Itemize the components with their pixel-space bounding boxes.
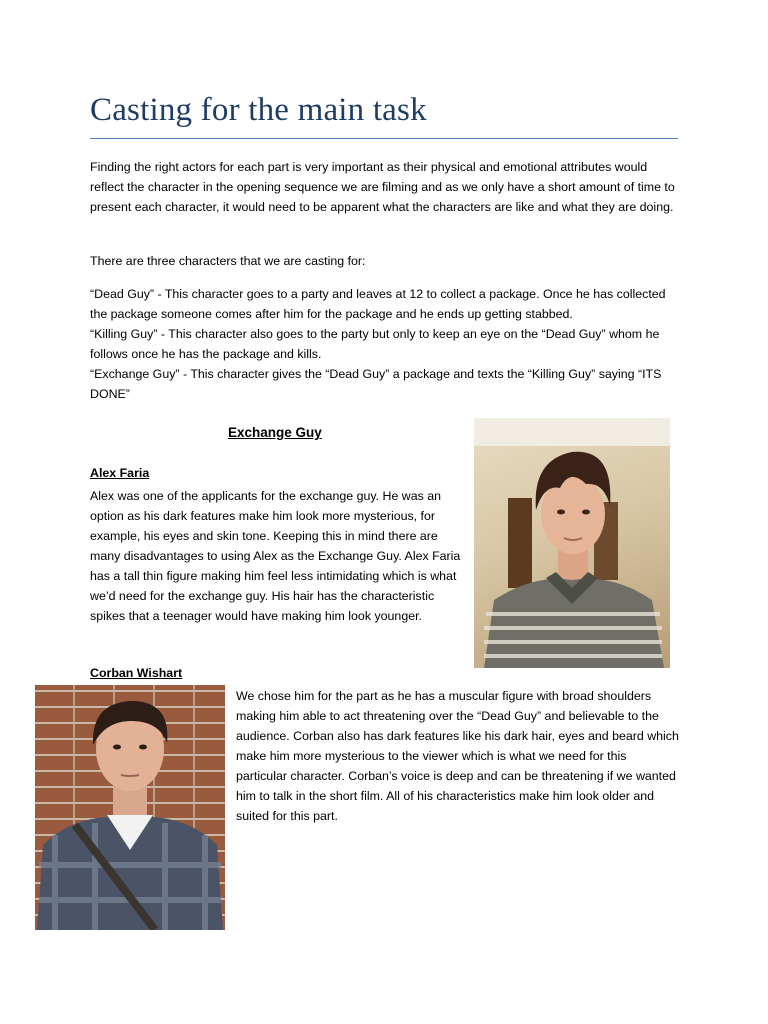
intro-paragraph: Finding the right actors for each part is very important as their physical and emotional attributes would reflect the character in the opening sequence we are filming and as we only have a short amount of time to present each character, it would need to be apparent what the characters are like and what they are doing. bbox=[90, 160, 675, 214]
applicant-text-corban: We chose him for the part as he has a muscular figure with broad shoulders making him able to act threatening over the “Dead Guy” and believable to the audience. Corban also has dark features like his dark hair, eyes and beard which make him more mysterious to the viewer which is what we need for this particular character. Corban’s voice is deep and can be threatening if we wanted him to talk in the short film. All of his characteristics make him look older and suited for this part. bbox=[236, 689, 679, 823]
applicant-name-alex: Alex Faria bbox=[90, 466, 150, 480]
applicant-text-alex: Alex was one of the applicants for the exchange guy. He was an option as his dark features make him look more mysterious, for example, his eyes and skin tone. Keeping this in mind there are many disadvantages to using Alex as the Exchange Guy. Alex Faria has a tall thin figure making him feel less intimidating which is what we’d need for the exchange guy. His hair has the characteristic spikes that a teenager would have making him look younger. bbox=[90, 489, 461, 623]
page-title: Casting for the main task bbox=[90, 92, 427, 128]
characters-intro: There are three characters that we are casting for: bbox=[90, 254, 366, 268]
section-heading: Exchange Guy bbox=[228, 425, 322, 440]
character-dead-guy: “Dead Guy” - This character goes to a party and leaves at 12 to collect a package. Once he has collected the package someone comes after him for the package and he ends up getting stabbed. bbox=[90, 287, 666, 321]
applicant-name-corban: Corban Wishart bbox=[90, 666, 183, 680]
character-list bbox=[90, 284, 680, 404]
alex-photo bbox=[474, 418, 670, 668]
alex-portrait-image bbox=[474, 418, 670, 668]
title-underline bbox=[90, 138, 678, 139]
corban-photo bbox=[35, 685, 225, 930]
corban-portrait-image bbox=[35, 685, 225, 930]
character-exchange-guy: “Exchange Guy” - This character gives the “Dead Guy” a package and texts the “Killing Guy” saying “ITS DONE” bbox=[90, 367, 662, 401]
character-killing-guy: “Killing Guy” - This character also goes to the party but only to keep an eye on the “Dead Guy” whom he follows once he has the package and kills. bbox=[90, 327, 660, 361]
